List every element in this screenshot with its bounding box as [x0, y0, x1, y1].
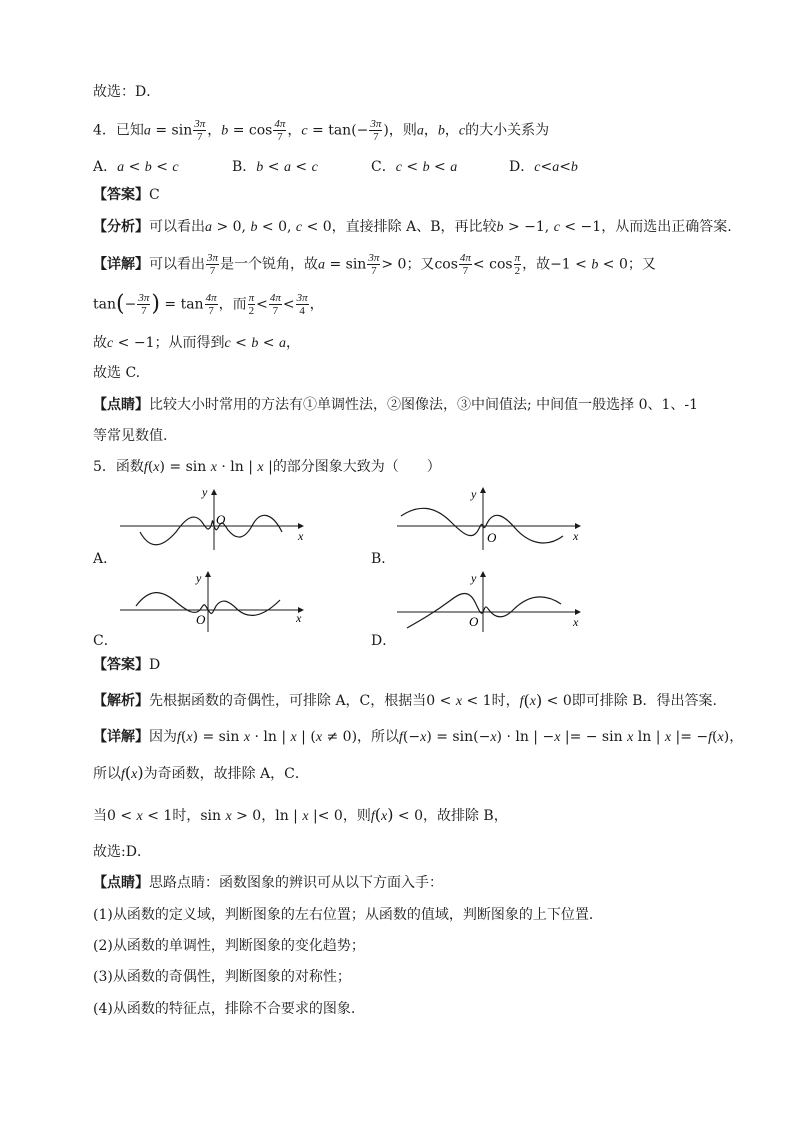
- detail-q4-line3: 故c < −1；从而得到c < b < a，: [93, 335, 300, 351]
- y-arrow: [480, 571, 486, 577]
- tip-2: (2)从函数的单调性，判断图象的变化趋势；: [93, 938, 365, 954]
- question-4: 4．已知a = sin $\frac{3\pi}{7}$ ，b = cos $\frac{4\pi}{7}$ ，c = tan(− $\frac{3\pi}{7}$ )，则a，b，c的大小关系为: [93, 118, 550, 143]
- choose-d: 故选:D．: [93, 844, 151, 860]
- figure-d: [395, 570, 585, 634]
- when-line: 当0 < x < 1时，sin x > 0，ln | x |< 0，则f(x) < 0，故排除 B，: [93, 805, 508, 824]
- analysis-q4: 【分析】可以看出a > 0, b < 0, c < 0，直接排除 A、B，再比较b > −1, c < −1，从而选出正确答案.: [93, 219, 732, 235]
- odd-function-line: 所以f(x)为奇函数，故排除 A，C．: [93, 763, 309, 782]
- choose-c: 故选 C.: [93, 365, 141, 381]
- option-c: C．c < b < a: [371, 159, 458, 175]
- origin-label: O: [487, 530, 497, 545]
- x-label: x: [296, 611, 302, 625]
- detail-q4-line2: tan(− $\frac{3\pi}{7}$ ) = tan $\frac{4\pi}{7}$ ，而 $\frac{\pi}{2}$ < $\frac{4\pi}{7}$ < $\frac{3\pi}{4}$ ，: [93, 291, 324, 317]
- comment-q4: 【点睛】比较大小时常用的方法有①单调性法，②图像法，③中间值法; 中间值一般选择 0、1、-1: [93, 397, 699, 413]
- tip-1: (1)从函数的定义域，判断图象的左右位置；从函数的值域，判断图象的上下位置．: [93, 907, 603, 923]
- x-label: x: [298, 529, 304, 543]
- text: 故选：D．: [93, 84, 161, 100]
- detail-q5: 【详解】因为f(x) = sin x · ln | x | (x ≠ 0)，所以f(−x) = sin(−x) · ln | −x |= − sin x ln | x |= −f(x)，: [93, 729, 744, 745]
- question-5: 5．函数f(x) = sin x · ln | x |的部分图象大致为（ ）: [93, 459, 441, 475]
- tip-3: (3)从函数的奇偶性，判断图象的对称性；: [93, 969, 351, 985]
- text: ，则: [388, 122, 417, 139]
- curve-a: [140, 515, 282, 544]
- option-b: B．b < a < c: [232, 159, 318, 175]
- figure-d-label: D．: [371, 633, 397, 649]
- tip-heading: 【点睛】思路点睛：函数图象的辨识可从以下方面入手：: [93, 875, 443, 891]
- y-arrow: [480, 487, 486, 493]
- curve-d: [407, 594, 561, 629]
- tip-4: (4)从函数的特征点，排除不合要求的图象.: [93, 1001, 356, 1017]
- origin-label: O: [216, 512, 226, 527]
- figure-c-label: C．: [93, 633, 118, 649]
- text: 的大小关系为: [465, 122, 550, 139]
- y-label: y: [471, 571, 477, 585]
- origin-label: O: [196, 612, 206, 627]
- option-d: D．c<a<b: [509, 159, 578, 175]
- detail-q4-line1: 【详解】可以看出 $\frac{3\pi}{7}$ 是一个锐角，故a = sin $\frac{3\pi}{7}$ > 0；又cos $\frac{4\pi}{7}$ < cos $\frac{\pi}{2}$ ，故−1 < b < 0；又: [93, 252, 656, 277]
- option-a: A．a < b < c: [93, 159, 179, 175]
- y-arrow: [205, 571, 211, 577]
- comment-q4-cont: 等常见数值.: [93, 428, 168, 444]
- answer-q5: 【答案】D: [93, 657, 161, 673]
- figure-c: [118, 570, 308, 634]
- figure-a: [118, 486, 308, 552]
- question-number: 4．已知: [93, 122, 144, 139]
- y-label: y: [202, 486, 208, 499]
- jiexi-q5: 【解析】先根据函数的奇偶性，可排除 A，C，根据当0 < x < 1时，f(x) < 0即可排除 B．得出答案.: [93, 691, 717, 710]
- origin-label: O: [469, 614, 479, 629]
- figure-b-label: B．: [371, 551, 396, 567]
- y-label: y: [196, 571, 202, 585]
- figure-a-label: A．: [93, 551, 118, 567]
- figure-b: [395, 486, 585, 552]
- x-label: x: [573, 529, 579, 543]
- prev-answer-line: [93, 83, 160, 101]
- answer-q4: 【答案】C: [93, 187, 160, 203]
- x-label: x: [573, 615, 579, 629]
- y-arrow: [211, 489, 217, 495]
- y-label: y: [471, 487, 477, 501]
